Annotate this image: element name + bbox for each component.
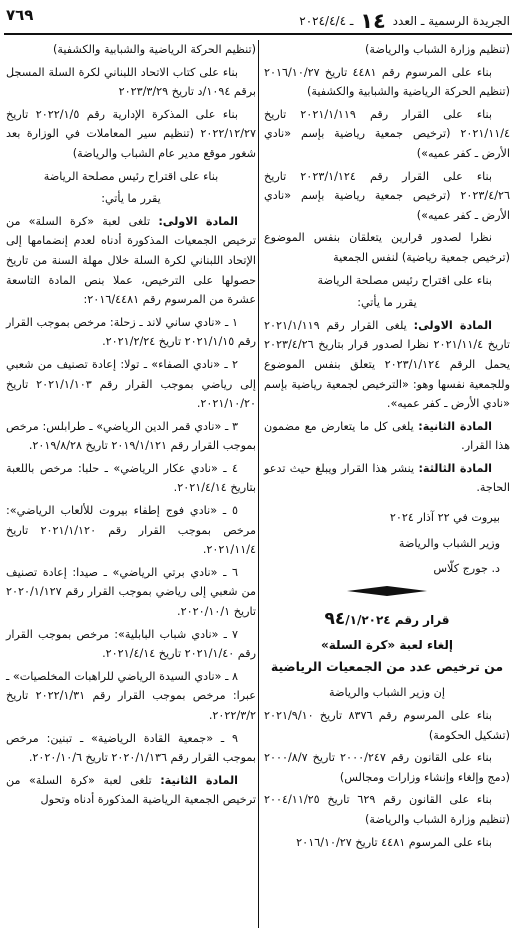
section-divider xyxy=(264,585,510,599)
signature-name: د. جورج كلّاس xyxy=(433,562,500,576)
list-item: ٢ ـ «نادي الصفاء» ـ تولا: إعادة تصنيف من شعبي إلى رياضي بموجب القرار رقم ٢٠٢١/١/١٠٣ تاريخ ٢٠٢١/١٠/٢٠. xyxy=(6,357,256,411)
paragraph: إن وزير الشباب والرياضة xyxy=(328,686,445,700)
article-text: يلغى كل ما يتعارض مع مضمون هذا القرار. xyxy=(264,419,510,453)
decision-number-suffix: /١/٢٠٢٤ xyxy=(345,612,391,627)
paragraph: (تنظيم الحركة الرياضية والشبابية والكشفية) xyxy=(52,43,256,56)
decides-line: يقرر ما يأتي: xyxy=(357,296,417,310)
article-2 xyxy=(6,771,256,810)
list-item: ٣ ـ «نادي قمر الدين الرياضي» ـ طرابلس: مرخص بموجب القرار رقم ٢٠١٩/١/١٢١ تاريخ ٢٠١٩/٨/٢٨. xyxy=(6,419,256,453)
paragraph: بناء على القانون رقم ٦٢٩ تاريخ ٢٠٠٤/١١/٢٥ (تنظيم وزارة الشباب والرياضة) xyxy=(264,793,510,827)
page-number: ٧٦٩ xyxy=(6,6,34,24)
header-rule xyxy=(4,33,512,35)
article-2 xyxy=(264,417,510,456)
article-3 xyxy=(264,459,510,498)
decides-line: يقرر ما يأتي: xyxy=(101,192,161,206)
paragraph: بناء على كتاب الاتحاد اللبناني لكرة السلة المسجل برقم ١٠٩٤/د تاريخ ٢٠٢٣/٣/٢٩ xyxy=(6,65,256,99)
paragraph: نظرا لصدور قرارين يتعلقان بنفس الموضوع (ترخيص جمعية رياضية) لنفس الجمعية xyxy=(264,231,510,264)
paragraph: بناء على اقتراح رئيس مصلحة الرياضة xyxy=(317,273,492,287)
column-divider xyxy=(258,40,259,928)
paragraph: بناء على اقتراح رئيس مصلحة الرياضة xyxy=(43,169,219,183)
article-label: المادة الثانية: xyxy=(160,773,238,787)
paragraph: بناء على القرار رقم ٢٠٢٣/١/١٢٤ تاريخ ٢٠٢٣/٤/٢٦ (ترخيص جمعية رياضية بإسم «نادي الأرض ـ كفر عميه») xyxy=(264,169,510,222)
paragraph: بناء على المرسوم رقم ٨٣٧٦ تاريخ ٢٠٢١/٩/١٠ (تشكيل الحكومة) xyxy=(264,709,510,742)
header-title xyxy=(299,9,510,33)
decision-subtitle: إلغاء لعبة «كرة السلة» xyxy=(320,637,454,652)
decision-title xyxy=(264,605,510,635)
signature-place-date: بيروت في ٢٢ آذار ٢٠٢٤ xyxy=(389,511,500,525)
page-header xyxy=(6,4,510,33)
list-item: ٩ ـ «جمعية القادة الرياضية» ـ تبنين: مرخص بموجب القرار رقم ٢٠٢٠/١/١٣٦ تاريخ ٢٠٢٠/١٠/٦. xyxy=(6,731,256,765)
divider-ornament xyxy=(347,585,427,597)
left-column xyxy=(6,40,256,813)
article-1 xyxy=(264,316,510,414)
decision-number: ٩٤ xyxy=(324,608,346,629)
article-text: يلغى القرار رقم ٢٠٢١/١/١١٩ تاريخ ٢٠٢١/١١/٤ نظرا لصدور قرار بتاريخ ٢٠٢٣/٤/٢٦ يحمل الرقم ٢٠٢٣/١/١٢٤ يتعلق بنفس الموضوع وللجمعية نفسها وهو: «الترخيص لجمعية رياضية بإسم «نادي الأرض ـ كفر عميه». xyxy=(264,318,510,411)
article-label: المادة الثالثة: xyxy=(418,461,493,475)
decision-subtitle-2: من ترخيص عدد من الجمعيات الرياضية xyxy=(270,658,504,674)
paragraph: بناء على المذكرة الإدارية رقم ٢٠٢٢/١/٥ تاريخ ٢٠٢٢/١٢/٢٧ (تنظيم سير المعاملات في الوزارة بعد شغور موقع مدير عام الشباب والرياضة) xyxy=(6,107,256,160)
article-label: المادة الاولى: xyxy=(158,214,239,228)
decision-number-label: قرار رقم xyxy=(394,612,450,627)
article-label: المادة الاولى: xyxy=(413,318,493,332)
signature-office: وزير الشباب والرياضة xyxy=(398,536,500,550)
article-1 xyxy=(6,212,256,310)
list-item: ٨ ـ «نادي السيدة الرياضي للراهبات المخلصيات» ـ عبرا: مرخص بموجب القرار رقم ٢٠٢٢/١/٣١ تاريخ ٢٠٢٢/٣/٢. xyxy=(6,669,256,722)
gazette-title: الجريدة الرسمية ـ العدد xyxy=(392,14,510,28)
list-item: ٥ ـ «نادي فوج إطفاء بيروت للألعاب الرياضي»: مرخص بموجب القرار رقم ٢٠٢١/١/١٢٠ تاريخ ٢٠٢١/١١/٤. xyxy=(6,504,256,557)
article-text: تلغى لعبة «كرة السلة» من ترخيص الجمعية الرياضية المذكورة أدناه وتحول xyxy=(6,773,256,807)
paragraph: بناء على القانون رقم ٢٠٠٠/٢٤٧ تاريخ ٢٠٠٠/٨/٧ (دمج وإلغاء وإنشاء وزارات ومجالس) xyxy=(264,751,510,784)
list-item: ١ ـ «نادي ساني لاند ـ زحلة: مرخص بموجب القرار رقم ٢٠٢١/١/١٥ تاريخ ٢٠٢١/٢/٢٤. xyxy=(6,315,256,349)
article-text: تلغى لعبة «كرة السلة» من ترخيص الجمعيات المذكورة أدناه لعدم إنضمامها إلى الإتحاد اللبناني لكرة السلة خلال مهلة السنة من تاريخ حصولها على الترخيص، عملا بنص المادة التاسعة عشرة من المرسوم رقم ٢٠١٦/٤٤٨١: xyxy=(6,214,256,307)
list-item: ٧ ـ «نادي شباب البابلية»: مرخص بموجب القرار رقم ٢٠٢١/١/٤٠ تاريخ ٢٠٢١/٤/١٤. xyxy=(6,627,256,661)
issue-number: ١٤ xyxy=(360,9,386,33)
paragraph: بناء على المرسوم ٤٤٨١ تاريخ ٢٠١٦/١٠/٢٧ xyxy=(296,835,492,849)
article-text: ينشر هذا القرار ويبلغ حيث تدعو الحاجة. xyxy=(264,461,510,495)
paragraph: بناء على المرسوم رقم ٤٤٨١ تاريخ ٢٠١٦/١٠/٢٧ (تنظيم الحركة الرياضية والشبابية والكشفية) xyxy=(264,65,510,99)
paragraph: (تنظيم وزارة الشباب والرياضة) xyxy=(365,43,510,56)
list-item: ٦ ـ «نادي برتي الرياضي» ـ صيدا: إعادة تصنيف من شعبي إلى رياضي بموجب القرار رقم ٢٠٢٠/١/١٢٧ تاريخ ٢٠٢٠/١٠/١. xyxy=(6,565,256,619)
paragraph: بناء على القرار رقم ٢٠٢١/١/١١٩ تاريخ ٢٠٢١/١١/٤ (ترخيص جمعية رياضية بإسم «نادي الأرض ـ كفر عميه») xyxy=(264,107,510,160)
right-column xyxy=(264,40,510,855)
list-item: ٤ ـ «نادي عكار الرياضي» ـ حلبا: مرخص باللعبة بتاريخ ٢٠٢١/٤/١٤. xyxy=(6,461,256,495)
article-label: المادة الثانية: xyxy=(418,419,492,433)
issue-date: ـ ٢٠٢٤/٤/٤ xyxy=(299,14,354,28)
